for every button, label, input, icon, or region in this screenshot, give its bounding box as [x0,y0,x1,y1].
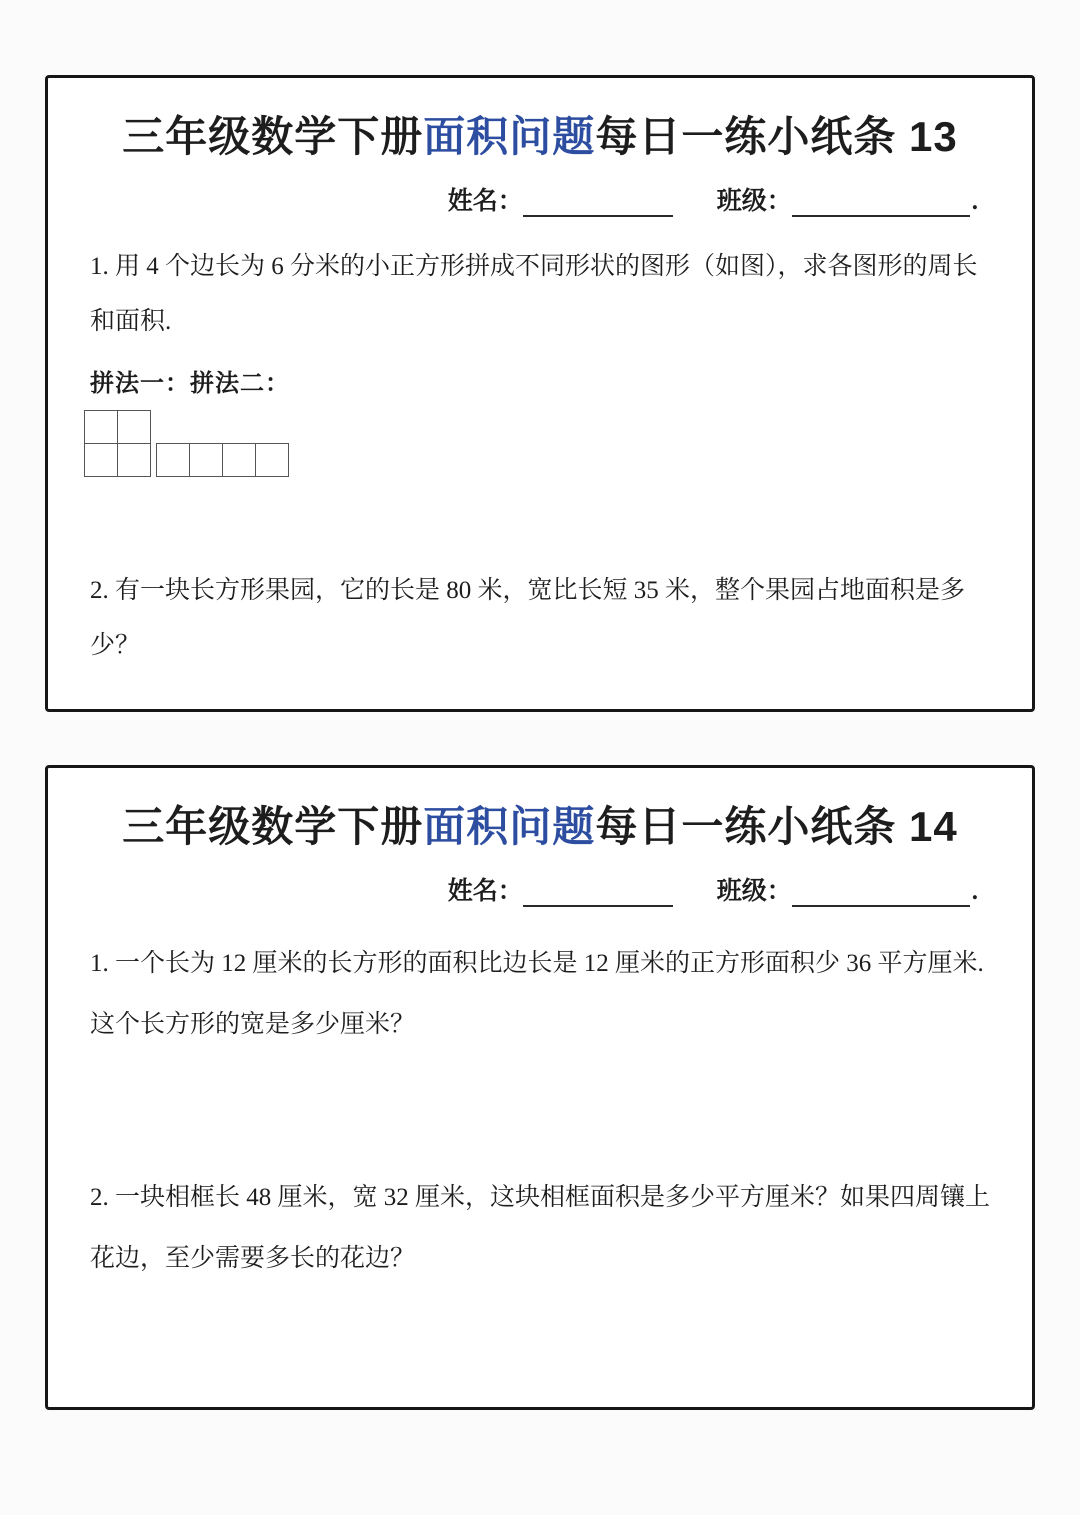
square-arrangement-diagram [84,410,990,477]
question-2: 2. 有一块长方形果园，它的长是 80 米，宽比长短 35 米，整个果园占地面积是多少？ [90,576,966,659]
grid-square [256,444,289,477]
name-blank-line [523,878,673,907]
trailing-period: . [971,187,978,215]
trailing-period: . [971,877,978,905]
grid-square [190,444,223,477]
arrangement-2-squares [156,443,289,477]
title-post: 每日一练小纸条 14 [595,803,958,850]
grid-square [85,411,118,444]
name-label: 姓名： [447,877,523,905]
worksheet-title-13 [90,110,990,165]
title-pre: 三年级数学下册 [122,113,424,160]
worksheet-title-14 [90,800,990,855]
grid-square [223,444,256,477]
grid-square [118,444,151,477]
name-label: 姓名： [447,187,523,215]
question-2: 2. 一块相框长 48 厘米，宽 32 厘米，这块相框面积是多少平方厘米？如果四周镶上花边，至少需要多长的花边？ [90,1184,991,1273]
question-1: 1. 用 4 个边长为 6 分米的小正方形拼成不同形状的图形（如图），求各图形的周长和面积. [90,252,978,335]
methods-label: 拼法一：拼法二： [90,370,290,397]
title-highlight: 面积问题 [423,803,596,850]
class-label: 班级： [716,877,792,905]
worksheet-card-14 [45,765,1035,1410]
arrangement-1-squares [84,410,151,477]
class-label: 班级： [716,187,792,215]
class-blank-line [792,188,970,217]
title-pre: 三年级数学下册 [122,803,424,850]
worksheet-card-13 [45,75,1035,712]
question-1: 1. 一个长为 12 厘米的长方形的面积比边长是 12 厘米的正方形面积少 36 平方厘米. 这个长方形的宽是多少厘米？ [90,949,984,1038]
name-blank-line [523,188,673,217]
name-class-row [90,877,990,907]
grid-square [157,444,190,477]
grid-square [118,411,151,444]
title-highlight: 面积问题 [423,113,596,160]
name-class-row [90,187,990,217]
grid-square [85,444,118,477]
class-blank-line [792,878,970,907]
title-post: 每日一练小纸条 13 [595,113,958,160]
